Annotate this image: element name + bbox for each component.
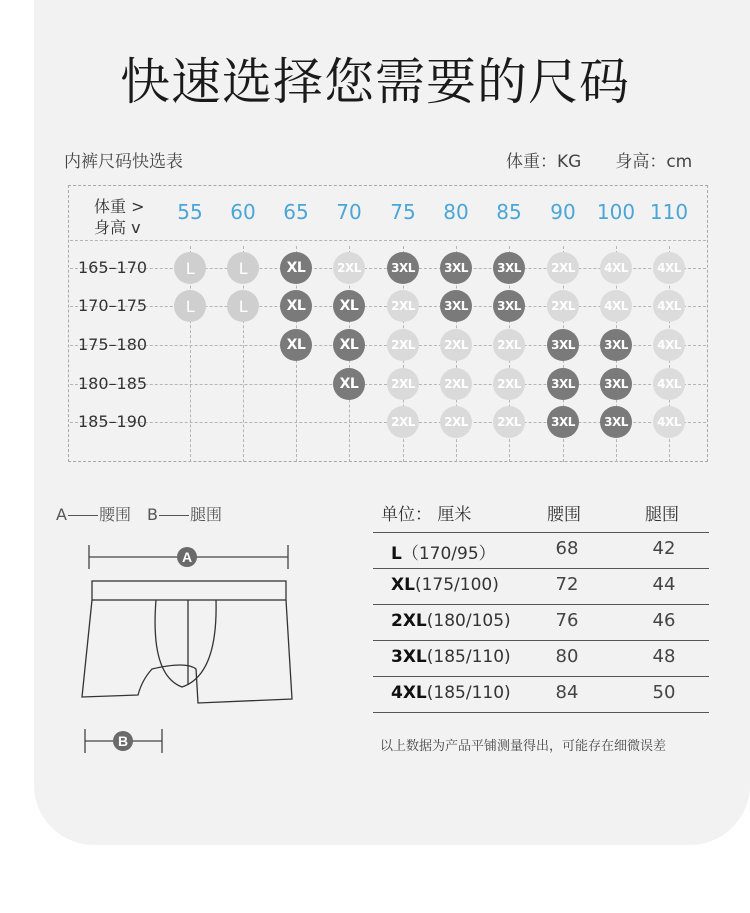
table-row-waist: 76 [555, 610, 579, 631]
size-cell: 3XL [547, 406, 579, 438]
table-row-size [391, 611, 511, 631]
table-row-size [391, 539, 496, 564]
size-code: L [391, 544, 402, 564]
height-label-2: 175–180 [78, 335, 148, 354]
chart-subtitle: 内裤尺码快选表 [64, 152, 183, 172]
table-row-leg: 50 [652, 682, 676, 703]
table-divider [373, 532, 709, 533]
size-cell: 4XL [653, 368, 685, 400]
table-row-waist: 68 [555, 538, 579, 559]
size-cell: 3XL [493, 290, 525, 322]
size-cell: 3XL [493, 252, 525, 284]
pouch-outline [155, 600, 216, 687]
size-cell: 2XL [440, 406, 472, 438]
size-cell: 4XL [600, 252, 632, 284]
table-divider [373, 604, 709, 605]
weight-header-100: 100 [596, 200, 636, 224]
marker-a-text: A [181, 549, 193, 565]
measurement-note: 以上数据为产品平铺测量得出，可能存在细微误差 [380, 739, 667, 754]
table-divider [373, 568, 709, 569]
table-divider [373, 712, 709, 713]
table-row-size [391, 647, 511, 667]
unit-labels [506, 147, 692, 172]
table-waist-header: 腰围 [547, 505, 581, 525]
table-row-leg: 48 [652, 646, 676, 667]
size-cell: 3XL [387, 252, 419, 284]
size-code: 3XL [391, 647, 427, 667]
grid-header-divider [70, 240, 706, 241]
table-divider [373, 676, 709, 677]
size-cell: XL [333, 368, 365, 400]
weight-header-60: 60 [230, 200, 256, 224]
size-spec: (175/100) [414, 575, 499, 595]
size-cell: 2XL [387, 406, 419, 438]
waistband-outline [92, 581, 286, 600]
size-cell: 2XL [387, 329, 419, 361]
size-cell: 3XL [547, 329, 579, 361]
table-divider [373, 640, 709, 641]
table-row-leg: 42 [652, 538, 676, 559]
height-label-3: 180–185 [78, 374, 148, 393]
height-label-0: 165–170 [78, 258, 148, 277]
size-cell: 3XL [547, 368, 579, 400]
size-cell: L [227, 290, 259, 322]
size-cell: L [227, 252, 259, 284]
size-cell: 2XL [440, 368, 472, 400]
size-cell: 2XL [387, 290, 419, 322]
weight-axis-label: 体重 > [94, 197, 145, 216]
legend-b-letter: B [146, 505, 158, 524]
table-leg-header: 腿围 [645, 505, 679, 525]
size-cell: XL [333, 290, 365, 322]
weight-header-80: 80 [443, 200, 469, 224]
size-cell: 2XL [333, 252, 365, 284]
size-cell: 2XL [547, 252, 579, 284]
size-cell: 2XL [440, 329, 472, 361]
weight-unit-label: 体重：KG [506, 152, 582, 172]
table-unit-header: 单位： 厘米 [381, 505, 472, 525]
size-cell: L [174, 252, 206, 284]
weight-header-65: 65 [283, 200, 309, 224]
table-row-waist: 72 [555, 574, 579, 595]
size-cell: 3XL [600, 406, 632, 438]
legend-b-label: 腿围 [189, 505, 222, 524]
height-label-1: 170–175 [78, 296, 148, 315]
height-axis-label: 身高 v [94, 218, 141, 237]
weight-header-85: 85 [496, 200, 522, 224]
table-row-leg: 44 [652, 574, 676, 595]
size-cell: 2XL [547, 290, 579, 322]
table-row-waist: 80 [555, 646, 579, 667]
size-code: 2XL [391, 611, 427, 631]
height-label-4: 185–190 [78, 412, 148, 431]
size-cell: 4XL [653, 406, 685, 438]
weight-header-75: 75 [390, 200, 416, 224]
size-cell: XL [280, 252, 312, 284]
size-cell: 3XL [600, 368, 632, 400]
size-cell: XL [280, 290, 312, 322]
legend-dash [159, 515, 189, 516]
size-cell: 4XL [600, 290, 632, 322]
weight-header-110: 110 [649, 200, 689, 224]
legend-dash [68, 515, 98, 516]
weight-header-70: 70 [336, 200, 362, 224]
legend-a-label: 腰围 [98, 505, 131, 524]
size-cell: 2XL [493, 329, 525, 361]
marker-b-text: B [117, 733, 129, 749]
measurement-legend [56, 502, 222, 525]
size-cell: 2XL [493, 368, 525, 400]
size-code: 4XL [391, 683, 427, 703]
briefs-body-outline [82, 600, 292, 703]
weight-header-55: 55 [177, 200, 203, 224]
size-spec: (185/110) [426, 683, 511, 703]
table-row-leg: 46 [652, 610, 676, 631]
size-cell: 2XL [493, 406, 525, 438]
weight-header-90: 90 [550, 200, 576, 224]
briefs-diagram [70, 535, 310, 755]
table-row-waist: 84 [555, 682, 579, 703]
table-row-size [391, 683, 511, 703]
size-cell: 2XL [387, 368, 419, 400]
size-cell: 4XL [653, 290, 685, 322]
size-cell: XL [280, 329, 312, 361]
size-cell: 3XL [440, 290, 472, 322]
size-cell: 3XL [600, 329, 632, 361]
size-spec: (185/110) [426, 647, 511, 667]
size-spec: (180/105) [426, 611, 511, 631]
size-cell: L [174, 290, 206, 322]
page-title: 快速选择您需要的尺码 [120, 53, 630, 111]
legend-a-letter: A [56, 505, 67, 524]
size-cell: 4XL [653, 329, 685, 361]
height-unit-label: 身高：cm [615, 152, 693, 172]
table-row-size [391, 575, 499, 595]
size-code: XL [391, 575, 415, 595]
size-cell: XL [333, 329, 365, 361]
size-cell: 3XL [440, 252, 472, 284]
size-spec: （170/95） [401, 544, 496, 564]
size-cell: 4XL [653, 252, 685, 284]
